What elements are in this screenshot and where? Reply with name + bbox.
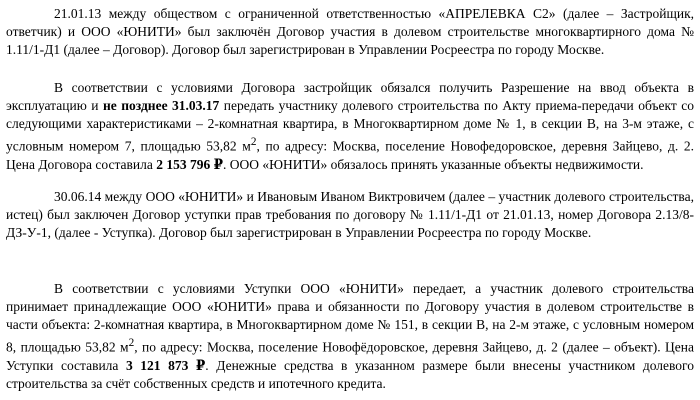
text-segment: В соответствии с условиями Договора застройщик обязался получить Разрешение на ввод объекта в эксплуатацию и <box>6 80 694 113</box>
text-segment: . Денежные средства в указанном размере были внесены участником долевого строительства за счёт собственных средств и ипотечного кредита. <box>6 357 694 391</box>
text-segment: передать участнику долевого строительства по Акту приема-передачи объект со следующими характеристиками – 2-комнатная квартира, в Многоквартирном доме № 1, в секции В, на 3-м этаже, с условным номером 7, площадью 53,82 м <box>6 98 694 154</box>
text-segment: 30.06.14 между ООО «ЮНИТИ» и Ивановым Иваном Виктровичем (далее – участник долевого строительства, истец) был заключен Договор уступки прав требования по договору № 1.11/1-Д1 от 21.01.13, номер Договора 2.13/8-ДЗ-У-1, (далее - Уступка). Договор был зарегистрирован в Управлении Росреестра по городу Москве. <box>6 189 694 240</box>
text-segment: . ООО «ЮНИТИ» обязалось принять указанные объекты недвижимости. <box>223 156 644 172</box>
paragraph-assignment-terms <box>6 280 694 393</box>
area-unit-superscript: 2 <box>128 337 135 349</box>
paragraph-developer-obligations <box>6 79 694 174</box>
paragraph-contract-conclusion <box>6 5 694 59</box>
assignment-price: 3 121 873 ₽ <box>125 357 206 373</box>
area-unit-superscript: 2 <box>250 136 257 148</box>
text-segment: В соответствии с условиями Уступки ООО «ЮНИТИ» передает, а участник долевого строительства принимает принадлежащие ООО «ЮНИТИ» права и обязанности по Договору участия в долевом строительстве в части объекта: 2-комнатная квартира, в Многоквартирном доме № 151, в секции В, на 2-м этаже, с условным номером 8, площадью 53,82 м <box>6 281 694 355</box>
text-segment: , по адресу: Москва, поселение Новофёдоровское, деревня Зайцево, д. 2 (далее – объект). Цена Уступки составила <box>6 339 694 373</box>
text-segment: 21.01.13 между обществом с ограниченной ответственностью «АПРЕЛЕВКА С2» (далее – Застройщик, ответчик) и ООО «ЮНИТИ» был заключён Договор участия в долевом строительстве многоквартирного дома № 1.11/1-Д1 (далее – Договор). Договор был зарегистрирован в Управлении Росреестра по городу Москве. <box>6 6 694 57</box>
contract-price: 2 153 796 ₽ <box>156 156 224 172</box>
deadline-date: не позднее 31.03.17 <box>103 98 220 113</box>
text-segment: , по адресу: Москва, поселение Новофедоровское, деревня Зайцево, д. 2. Цена Договора составила <box>6 138 695 172</box>
paragraph-assignment-agreement <box>6 188 694 242</box>
